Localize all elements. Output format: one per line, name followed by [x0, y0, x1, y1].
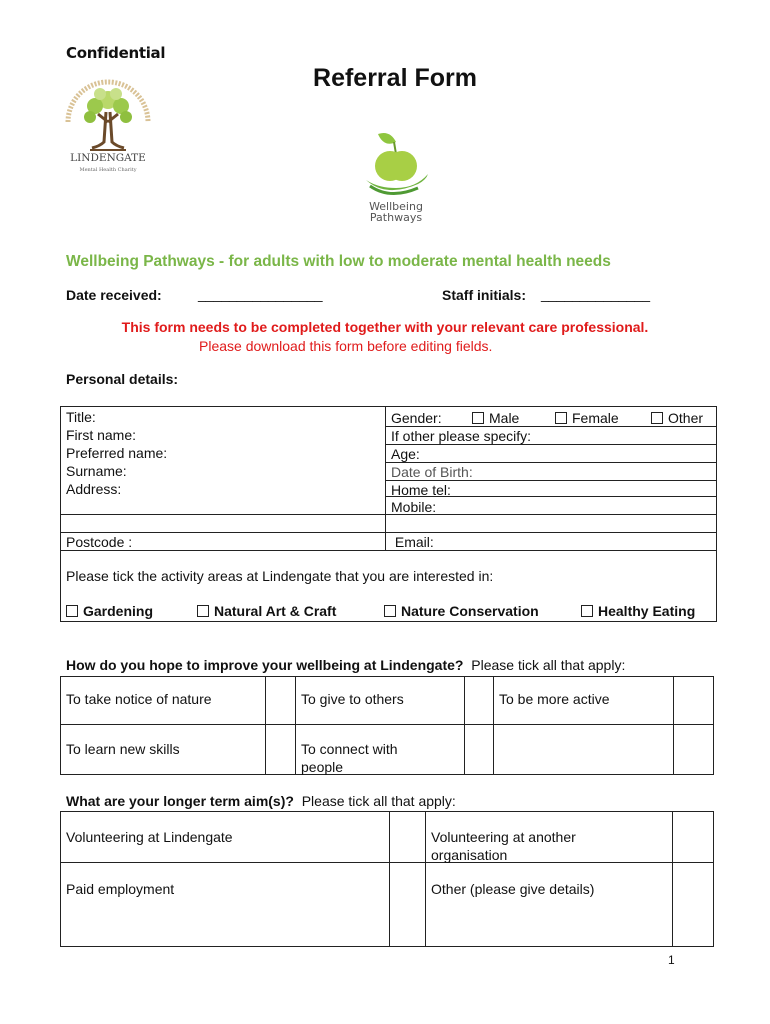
apple-hand-icon: [356, 126, 436, 226]
checkbox-icon: [197, 605, 209, 617]
checkbox-icon: [581, 605, 593, 617]
checkbox-icon: [384, 605, 396, 617]
notice-bold: This form needs to be completed together with your relevant care professional.: [121, 319, 649, 335]
tick-empty-option[interactable]: [674, 725, 713, 774]
tick-notice-nature[interactable]: [266, 677, 295, 724]
wellbeing-pathways-logo: [356, 126, 436, 226]
aim-other: Other (please give details): [431, 881, 595, 897]
tick-volunteer-other[interactable]: [673, 812, 713, 862]
staff-initials-label: Staff initials:: [442, 287, 527, 303]
svg-text:LINDENGATE: LINDENGATE: [70, 152, 146, 164]
activity-gardening-checkbox[interactable]: Gardening: [66, 603, 153, 619]
gender-other-checkbox[interactable]: Other: [651, 409, 703, 427]
confidential-label: Confidential: [66, 44, 166, 62]
option-give-others: To give to others: [301, 691, 404, 707]
option-connect-people: To connect with people: [301, 741, 398, 775]
date-received-label: Date received:: [66, 287, 162, 303]
tick-connect-people[interactable]: [465, 725, 493, 774]
activity-conservation-checkbox[interactable]: Nature Conservation: [384, 603, 539, 619]
checkbox-icon: [651, 412, 663, 424]
svg-text:Mental Health Charity: Mental Health Charity: [79, 167, 137, 173]
gender-female-checkbox[interactable]: Female: [555, 409, 619, 427]
activity-prompt: Please tick the activity areas at Lindengate that you are interested in:: [66, 568, 494, 584]
checkbox-icon: [66, 605, 78, 617]
aims-question: What are your longer term aim(s)? Please tick all that apply:: [66, 793, 456, 809]
notice-normal: Please download this form before editing fields.: [199, 338, 493, 354]
surname-label[interactable]: Surname:: [66, 463, 127, 479]
tick-more-active[interactable]: [674, 677, 713, 724]
title-label[interactable]: Title:: [66, 409, 96, 425]
page-number: 1: [668, 953, 675, 967]
tick-paid-employment[interactable]: [390, 863, 425, 946]
tick-give-others[interactable]: [465, 677, 493, 724]
lindengate-logo: [60, 72, 156, 176]
option-learn-skills: To learn new skills: [66, 741, 180, 757]
staff-initials-field[interactable]: ______________: [541, 286, 651, 302]
personal-details-heading: Personal details:: [66, 371, 179, 387]
other-specify-label[interactable]: If other please specify:: [391, 428, 532, 444]
tick-other-aim[interactable]: [673, 863, 713, 946]
age-label[interactable]: Age:: [391, 446, 420, 462]
svg-text:Wellbeing: Wellbeing: [369, 200, 423, 213]
address-label[interactable]: Address:: [66, 481, 122, 497]
home-tel-label[interactable]: Home tel:: [391, 482, 451, 498]
option-notice-nature: To take notice of nature: [66, 691, 212, 707]
aim-paid-employment: Paid employment: [66, 881, 175, 897]
option-more-active: To be more active: [499, 691, 610, 707]
form-subtitle: Wellbeing Pathways - for adults with low to moderate mental health needs: [66, 253, 611, 270]
wellbeing-question: How do you hope to improve your wellbeing at Lindengate? Please tick all that apply:: [66, 657, 626, 673]
gender-male-checkbox[interactable]: Male: [472, 409, 519, 427]
activity-art-craft-checkbox[interactable]: Natural Art & Craft: [197, 603, 336, 619]
tree-icon: [60, 72, 156, 176]
email-label[interactable]: Email:: [391, 534, 434, 550]
tick-learn-skills[interactable]: [266, 725, 295, 774]
tick-volunteer-lindengate[interactable]: [390, 812, 425, 862]
gender-label: Gender:: [391, 410, 442, 426]
form-title: Referral Form: [313, 64, 477, 92]
checkbox-icon: [555, 412, 567, 424]
checkbox-icon: [472, 412, 484, 424]
aim-volunteer-lindengate: Volunteering at Lindengate: [66, 829, 233, 845]
activity-healthy-eating-checkbox[interactable]: Healthy Eating: [581, 603, 695, 619]
first-name-label[interactable]: First name:: [66, 427, 137, 443]
svg-text:Pathways: Pathways: [369, 211, 423, 224]
preferred-name-label[interactable]: Preferred name:: [66, 445, 168, 461]
postcode-label[interactable]: Postcode :: [66, 534, 133, 550]
mobile-label[interactable]: Mobile:: [391, 499, 437, 515]
date-of-birth-label[interactable]: Date of Birth:: [391, 464, 473, 480]
date-received-field[interactable]: ________________: [198, 286, 323, 302]
aim-volunteer-other: Volunteering at another organisation: [431, 829, 576, 863]
